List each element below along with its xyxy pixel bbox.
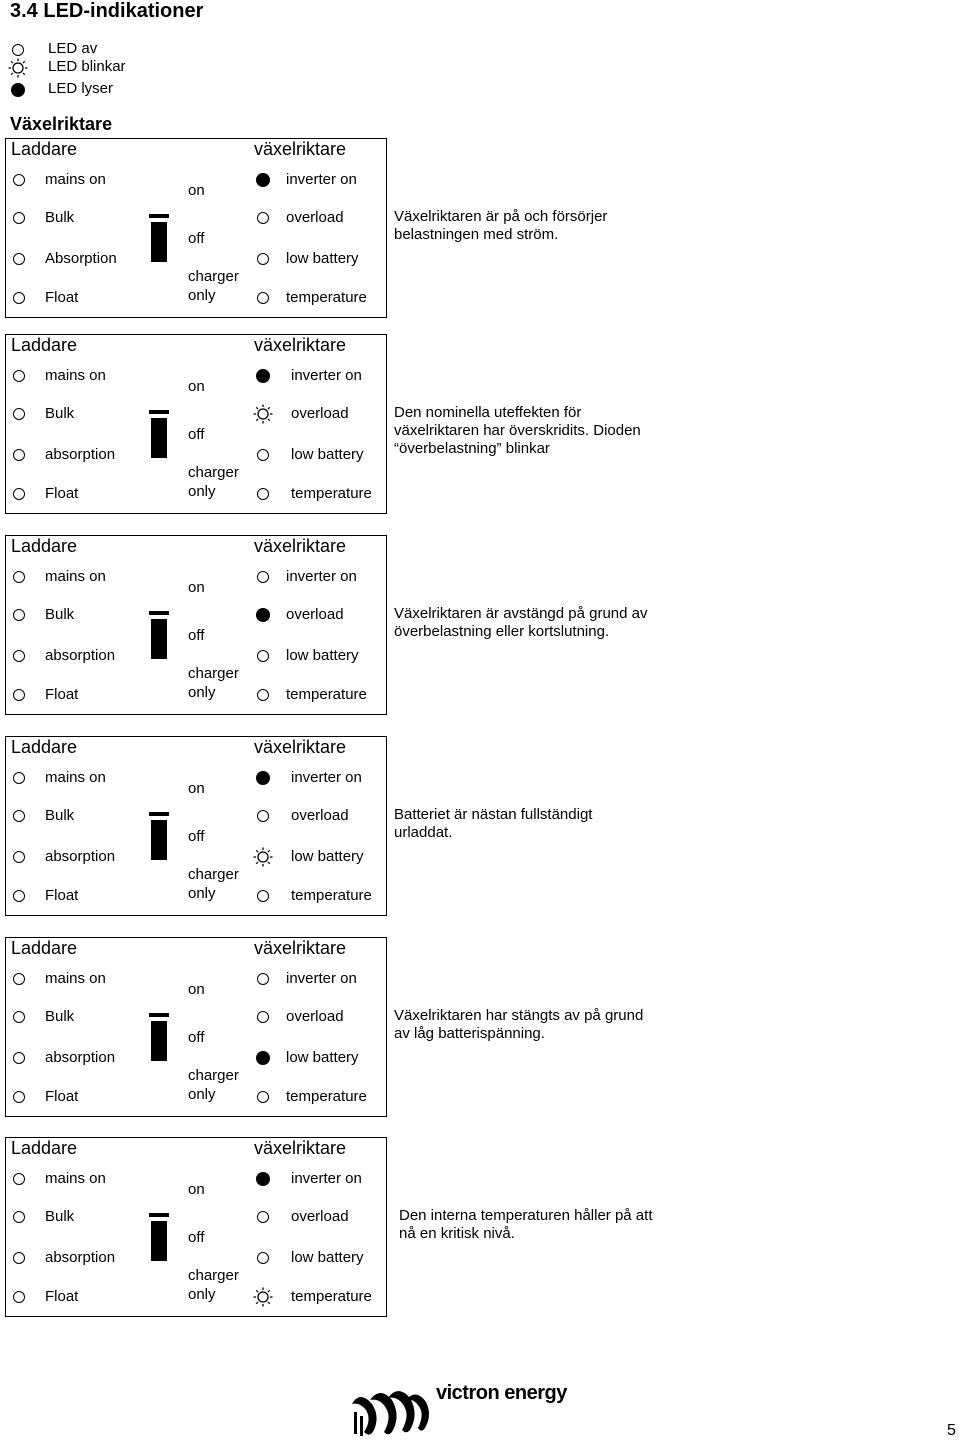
inverter-led-label: inverter on <box>291 367 362 384</box>
inverter-led-label: overload <box>286 1008 344 1025</box>
inverter-led-icon <box>257 650 269 662</box>
inverter-led-label: low battery <box>286 647 359 664</box>
inverter-led-icon <box>257 1252 269 1264</box>
inverter-led-label: temperature <box>291 887 372 904</box>
inverter-led-icon <box>256 608 270 622</box>
inverter-led-icon <box>256 173 270 187</box>
inverter-led-icon <box>257 212 269 224</box>
charger-led-label: mains on <box>45 970 106 987</box>
charger-led-label: Bulk <box>45 405 75 422</box>
inverter-led-label: inverter on <box>286 970 357 987</box>
inverter-led-label: temperature <box>286 289 367 306</box>
charger-led-label: absorption <box>45 446 116 463</box>
charger-led-icon <box>13 449 25 461</box>
panel-description: Växelriktaren är på och försörjer belastningen med ström. <box>394 208 608 243</box>
switch-position-label: off <box>188 230 205 247</box>
inverter-led-icon <box>257 1091 269 1103</box>
inverter-led-label: temperature <box>286 1088 367 1105</box>
charger-led-icon <box>13 1052 25 1064</box>
led-status-panel <box>5 1137 387 1317</box>
charger-led-label: Float <box>45 686 79 703</box>
charger-led-label: Absorption <box>45 250 117 267</box>
inverter-led-label: overload <box>291 807 349 824</box>
switch-position-label: on <box>188 378 205 395</box>
switch-position-label: only <box>188 483 216 500</box>
inverter-led-label: overload <box>291 405 349 422</box>
led-status-panel <box>5 334 387 514</box>
inverter-title: växelriktare <box>254 938 347 958</box>
switch-position-label: on <box>188 780 205 797</box>
charger-led-icon <box>13 488 25 500</box>
charger-led-label: Float <box>45 887 79 904</box>
charger-title: Laddare <box>11 737 78 757</box>
switch-position-label: off <box>188 426 205 443</box>
led-status-panel <box>5 138 387 318</box>
switch-position-label: only <box>188 684 216 701</box>
legend-label: LED blinkar <box>48 58 126 75</box>
charger-led-icon <box>13 650 25 662</box>
charger-led-icon <box>13 571 25 583</box>
panel-description: Växelriktaren är avstängd på grund av överbelastning eller kortslutning. <box>394 605 648 640</box>
inverter-title: växelriktare <box>254 335 347 355</box>
charger-title: Laddare <box>11 938 78 958</box>
switch-position-label: charger <box>188 866 239 883</box>
inverter-led-icon <box>257 890 269 902</box>
charger-led-label: Bulk <box>45 1008 75 1025</box>
switch-position-label: only <box>188 287 216 304</box>
charger-led-label: Float <box>45 289 79 306</box>
inverter-led-label: overload <box>291 1208 349 1225</box>
charger-led-icon <box>13 810 25 822</box>
inverter-led-icon <box>257 571 269 583</box>
charger-led-icon <box>13 689 25 701</box>
charger-led-label: Bulk <box>45 209 75 226</box>
panel-description: Den nominella uteffekten för växelriktaren har överskridits. Dioden “överbelastning” blinkar <box>394 404 641 457</box>
charger-title: Laddare <box>11 335 78 355</box>
charger-led-icon <box>13 253 25 265</box>
inverter-led-icon <box>257 449 269 461</box>
switch-position-label: only <box>188 1086 216 1103</box>
charger-title: Laddare <box>11 139 78 159</box>
inverter-led-icon <box>253 847 273 867</box>
switch-position-label: off <box>188 627 205 644</box>
panel-description: Växelriktaren har stängts av på grund av låg batterispänning. <box>394 1007 644 1042</box>
charger-led-icon <box>13 212 25 224</box>
charger-title: Laddare <box>11 1138 78 1158</box>
inverter-led-label: inverter on <box>291 769 362 786</box>
switch-position-label: off <box>188 828 205 845</box>
inverter-led-icon <box>256 369 270 383</box>
inverter-led-icon <box>257 253 269 265</box>
inverter-led-label: inverter on <box>286 171 357 188</box>
panel-description: Batteriet är nästan fullständigt urladdat. <box>394 806 593 841</box>
inverter-led-label: low battery <box>286 250 359 267</box>
inverter-led-label: low battery <box>286 1049 359 1066</box>
inverter-led-label: overload <box>286 209 344 226</box>
inverter-led-icon <box>257 488 269 500</box>
inverter-led-label: low battery <box>291 848 364 865</box>
charger-led-label: absorption <box>45 1049 116 1066</box>
inverter-led-label: overload <box>286 606 344 623</box>
section-title: Växelriktare <box>10 114 113 134</box>
charger-led-label: mains on <box>45 1170 106 1187</box>
charger-led-icon <box>13 609 25 621</box>
inverter-led-icon <box>256 771 270 785</box>
charger-title: Laddare <box>11 536 78 556</box>
charger-led-label: mains on <box>45 769 106 786</box>
inverter-led-label: temperature <box>291 1288 372 1305</box>
switch-position-label: on <box>188 579 205 596</box>
inverter-title: växelriktare <box>254 536 347 556</box>
charger-led-icon <box>13 1252 25 1264</box>
inverter-led-icon <box>257 689 269 701</box>
page-heading: 3.4 LED-indikationer <box>10 0 204 22</box>
page-number: 5 <box>947 1422 956 1439</box>
inverter-led-icon <box>253 404 273 424</box>
charger-led-icon <box>13 851 25 863</box>
led-status-panel <box>5 736 387 916</box>
charger-led-label: Float <box>45 1088 79 1105</box>
charger-led-label: mains on <box>45 568 106 585</box>
switch-position-label: only <box>188 1286 216 1303</box>
charger-led-icon <box>13 1091 25 1103</box>
led-status-panel <box>5 937 387 1117</box>
victron-logo-icon <box>350 1382 440 1442</box>
legend-label: LED lyser <box>48 80 114 97</box>
inverter-led-label: low battery <box>291 1249 364 1266</box>
inverter-led-icon <box>253 1287 273 1307</box>
charger-led-icon <box>13 1291 25 1303</box>
inverter-led-icon <box>257 973 269 985</box>
led-on-icon <box>11 83 25 97</box>
charger-led-label: Float <box>45 485 79 502</box>
charger-led-label: mains on <box>45 367 106 384</box>
inverter-title: växelriktare <box>254 1138 347 1158</box>
inverter-led-label: temperature <box>291 485 372 502</box>
legend-label: LED av <box>48 40 98 57</box>
inverter-led-label: inverter on <box>291 1170 362 1187</box>
switch-position-label: charger <box>188 268 239 285</box>
switch-position-label: on <box>188 1181 205 1198</box>
charger-led-icon <box>13 1011 25 1023</box>
inverter-led-label: inverter on <box>286 568 357 585</box>
inverter-led-icon <box>257 810 269 822</box>
inverter-title: växelriktare <box>254 139 347 159</box>
charger-led-icon <box>13 408 25 420</box>
switch-position-label: charger <box>188 1067 239 1084</box>
charger-led-label: absorption <box>45 1249 116 1266</box>
charger-led-label: Bulk <box>45 606 75 623</box>
inverter-led-icon <box>256 1172 270 1186</box>
charger-led-icon <box>13 973 25 985</box>
led-blink-icon <box>8 58 28 78</box>
switch-position-label: charger <box>188 665 239 682</box>
inverter-led-icon <box>257 292 269 304</box>
switch-position-label: charger <box>188 1267 239 1284</box>
charger-led-icon <box>13 174 25 186</box>
charger-led-icon <box>13 292 25 304</box>
charger-led-icon <box>13 890 25 902</box>
switch-position-label: on <box>188 981 205 998</box>
charger-led-label: Bulk <box>45 807 75 824</box>
inverter-title: växelriktare <box>254 737 347 757</box>
charger-led-label: absorption <box>45 647 116 664</box>
brand-name: victron energy <box>436 1382 567 1404</box>
switch-position-label: off <box>188 1029 205 1046</box>
panel-description: Den interna temperaturen håller på att nå en kritisk nivå. <box>399 1207 653 1242</box>
charger-led-label: Bulk <box>45 1208 75 1225</box>
switch-position-label: charger <box>188 464 239 481</box>
charger-led-label: mains on <box>45 171 106 188</box>
switch-position-label: on <box>188 182 205 199</box>
led-off-icon <box>12 44 24 56</box>
switch-position-label: only <box>188 885 216 902</box>
charger-led-icon <box>13 370 25 382</box>
charger-led-icon <box>13 1211 25 1223</box>
charger-led-icon <box>13 772 25 784</box>
switch-position-label: off <box>188 1229 205 1246</box>
inverter-led-label: low battery <box>291 446 364 463</box>
inverter-led-icon <box>257 1011 269 1023</box>
inverter-led-icon <box>256 1051 270 1065</box>
charger-led-label: absorption <box>45 848 116 865</box>
charger-led-icon <box>13 1173 25 1185</box>
inverter-led-icon <box>257 1211 269 1223</box>
inverter-led-label: temperature <box>286 686 367 703</box>
led-status-panel <box>5 535 387 715</box>
charger-led-label: Float <box>45 1288 79 1305</box>
